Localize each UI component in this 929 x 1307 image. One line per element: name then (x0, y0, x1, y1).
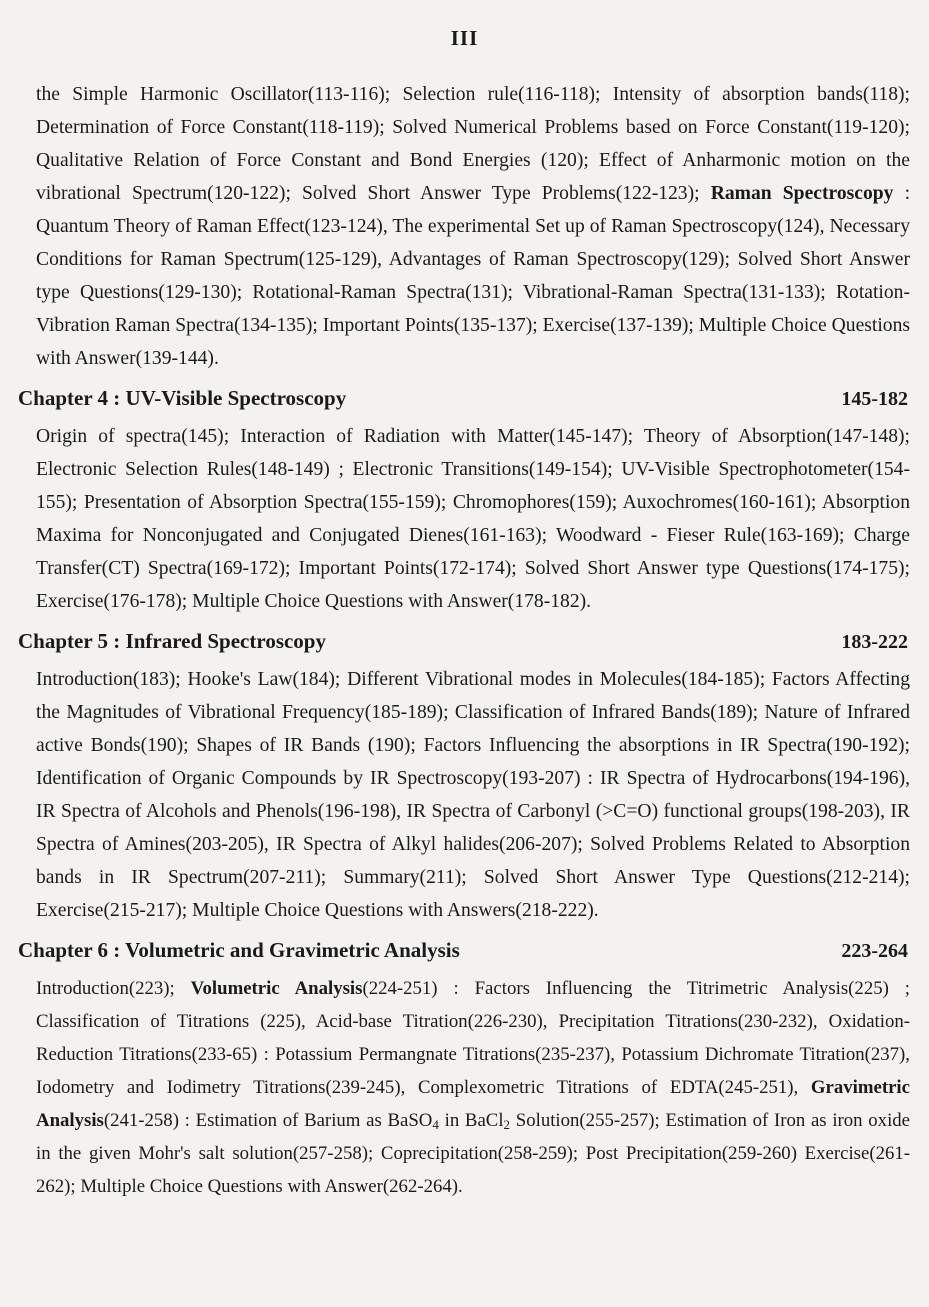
chapter-6-title: Chapter 6 : Volumetric and Gravimetric Analysis (18, 938, 460, 962)
chapter-6-sub-d: 2 (503, 1117, 511, 1132)
chapter-6-sub-c: 4 (432, 1117, 439, 1132)
chapter-6-body (36, 972, 910, 1203)
volumetric-heading: Volumetric Analysis (190, 978, 363, 999)
chapter-6-text-d: in BaCl (438, 1110, 504, 1131)
chapter-6-pages: 223-264 (841, 940, 908, 962)
intro-text: the Simple Harmonic Oscillator(113-116); Selection rule(116-118); Intensity of absorption bands(118); Determination of Force Constant(118-119); Solved Numerical Problems based on Force Constant(119-120); Qualitative Relation of Force Constant and Bond Energies (120); Effect of Anharmonic motion on the vibrational Spectrum(120-122); Solved Short Answer Type Problems(122-123); (36, 84, 910, 204)
raman-heading: Raman Spectroscopy (710, 183, 894, 204)
table-of-contents (18, 78, 910, 1203)
chapter-6-text-c: (241-258) : Estimation of Barium as BaSO (103, 1110, 433, 1131)
chapter-6-heading (18, 933, 910, 968)
chapter-4-heading (18, 381, 910, 416)
chapter-6-text-a: Introduction(223); (36, 978, 191, 999)
chapter-6-text-b: (224-251) : Factors Influencing the Titrimetric Analysis(225) ; Classification of Titrations (225), Acid-base Titration(226-230), Precipitation Titrations(230-232), Oxidation-Reduction Titrations(233-65) : Potassium Permangnate Titrations(235-237), Potassium Dichromate Titration(237), Iodometry and Iodimetry Titrations(239-245), Complexometric Titrations of EDTA(245-251), (36, 978, 910, 1098)
chapter-4-pages: 145-182 (841, 388, 908, 410)
intro-paragraph (36, 78, 910, 375)
chapter-4-body: Origin of spectra(145); Interaction of Radiation with Matter(145-147); Theory of Absorption(147-148); Electronic Selection Rules(148-149) ; Electronic Transitions(149-154); UV-Visible Spectrophotometer(154-155); Presentation of Absorption Spectra(155-159); Chromophores(159); Auxochromes(160-161); Absorption Maxima for Nonconjugated and Conjugated Dienes(161-163); Woodward - Fieser Rule(163-169); Charge Transfer(CT) Spectra(169-172); Important Points(172-174); Solved Short Answer type Questions(174-175); Exercise(176-178); Multiple Choice Questions with Answer(178-182). (36, 426, 910, 612)
chapter-5-pages: 183-222 (841, 631, 908, 653)
chapter-5-title: Chapter 5 : Infrared Spectroscopy (18, 629, 326, 653)
chapter-6-text-e: Solution(255-257); Estimation of Iron as iron oxide in the given Mohr's salt solution(257-258); Coprecipitation(258-259); Post Precipitation(259-260) Exercise(261-262); Multiple Choice Questions with Answer(262-264). (36, 1110, 911, 1197)
intro-text-2: : Quantum Theory of Raman Effect(123-124), The experimental Set up of Raman Spectroscopy(124), Necessary Conditions for Raman Spectrum(125-129), Advantages of Raman Spectroscopy(129); Solved Short Answer type Questions(129-130); Rotational-Raman Spectra(131); Vibrational-Raman Spectra(131-133); Rotation-Vibration Raman Spectra(134-135); Important Points(135-137); Exercise(137-139); Multiple Choice Questions with Answer(139-144). (36, 183, 911, 369)
chapter-4-title: Chapter 4 : UV-Visible Spectroscopy (18, 386, 347, 410)
page-number: III (450, 26, 479, 50)
chapter-5-body: Introduction(183); Hooke's Law(184); Different Vibrational modes in Molecules(184-185); Factors Affecting the Magnitudes of Vibrational Frequency(185-189); Classification of Infrared Bands(189); Nature of Infrared active Bonds(190); Shapes of IR Bands (190); Factors Influencing the absorptions in IR Spectra(190-192); Identification of Organic Compounds by IR Spectroscopy(193-207) : IR Spectra of Hydrocarbons(194-196), IR Spectra of Alcohols and Phenols(196-198), IR Spectra of Carbonyl (>C=O) functional groups(198-203), IR Spectra of Amines(203-205), IR Spectra of Alkyl halides(206-207); Solved Problems Related to Absorption bands in IR Spectrum(207-211); Summary(211); Solved Short Answer Type Questions(212-214); Exercise(215-217); Multiple Choice Questions with Answers(218-222). (36, 669, 910, 921)
chapter-5-heading (18, 624, 910, 659)
gravimetric-heading: Gravimetric Analysis (36, 1077, 910, 1131)
